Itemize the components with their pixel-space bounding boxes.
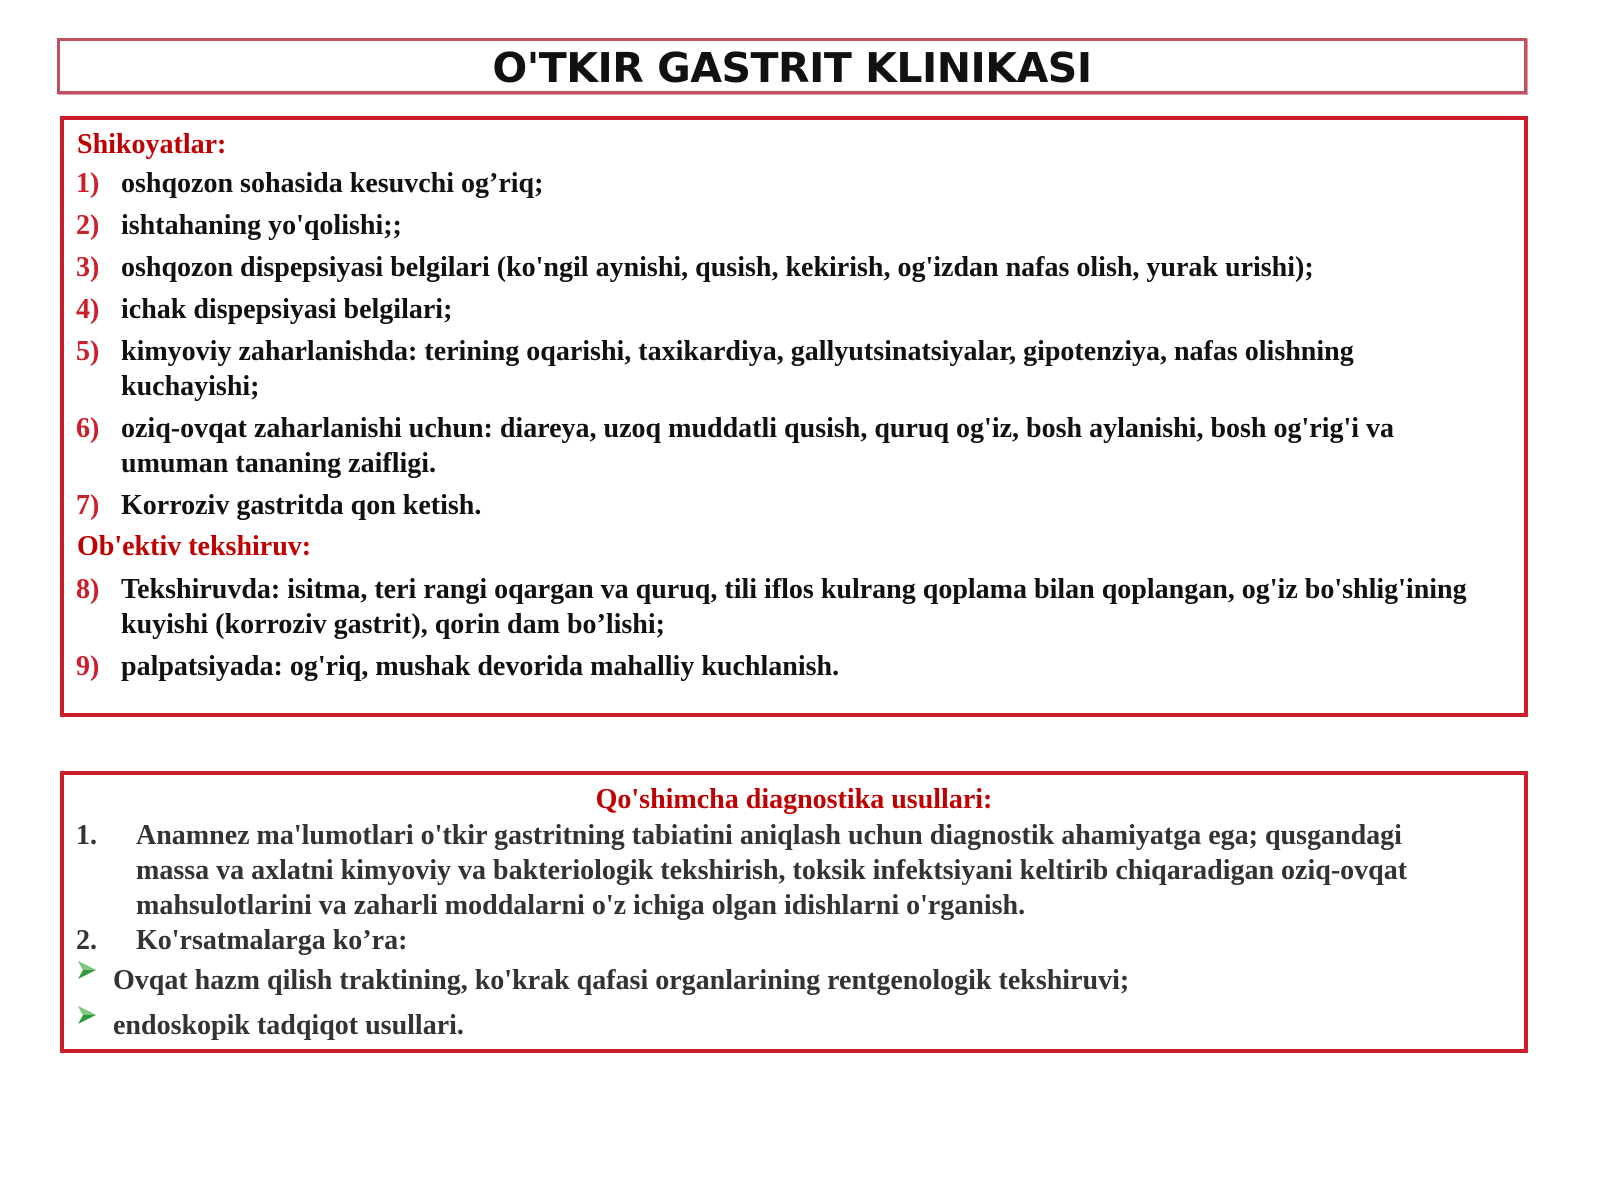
list-item-number: 1) (76, 168, 100, 199)
list-item (76, 166, 1496, 201)
green-arrow-bullet-icon (76, 959, 98, 981)
list-item (76, 818, 1476, 923)
list-item (76, 292, 1496, 327)
list-item-text: oziq-ovqat zaharlanishi uchun: diareya, uzoq muddatli qusish, quruq og'iz, bosh aylanishi, bosh og'rig'i va umuman tananing zaifligi. (121, 413, 1395, 479)
list-item (76, 649, 1496, 684)
list-item-number: 8) (76, 574, 100, 605)
list-item-number: 2) (76, 210, 100, 241)
list-item-text: oshqozon dispepsiyasi belgilari (ko'ngil aynishi, qusish, kekirish, og'izdan nafas olish, yurak urishi); (121, 252, 1314, 283)
list-item (76, 488, 1496, 523)
list-item-text: oshqozon sohasida kesuvchi og’riq; (121, 168, 544, 199)
list-item-text: Ko'rsatmalarga ko’ra: (136, 925, 408, 956)
list-item (76, 250, 1496, 285)
list-item-text: Korroziv gastritda qon ketish. (121, 490, 482, 521)
list-item-number: 1. (76, 820, 97, 851)
list-item-text: ishtahaning yo'qolishi;; (121, 210, 402, 241)
title-box (57, 38, 1527, 94)
bullet-item (76, 1008, 1476, 1043)
list-item-text: ichak dispepsiyasi belgilari; (121, 294, 453, 325)
list-item-text: palpatsiyada: og'riq, mushak devorida mahalliy kuchlanish. (121, 651, 840, 682)
list-item (76, 923, 1476, 958)
list-item-number: 2. (76, 925, 97, 956)
list-item-text: kimyoviy zaharlanishda: terining oqarishi, taxikardiya, gallyutsinatsiyalar, gipotenziya, nafas olishning kuchayishi; (121, 336, 1354, 402)
list-item (76, 208, 1496, 243)
list-item-number: 4) (76, 294, 100, 325)
diagnostics-heading: Qo'shimcha diagnostika usullari: (595, 784, 993, 815)
list-item-text: Tekshiruvda: isitma, teri rangi oqargan va quruq, tili iflos kulrang qoplama bilan qoplangan, og'iz bo'shlig'ining kuyishi (korroziv gastrit), qorin dam bo’lishi; (121, 574, 1467, 640)
objective-exam-heading: Ob'ektiv tekshiruv: (77, 531, 312, 562)
list-item (76, 572, 1496, 642)
complaints-heading: Shikoyatlar: (77, 129, 227, 160)
green-arrow-bullet-icon (76, 1004, 98, 1026)
bullet-text: endoskopik tadqiqot usullari. (113, 1010, 464, 1041)
list-item (76, 411, 1496, 481)
list-item-number: 7) (76, 490, 100, 521)
bullet-text: Ovqat hazm qilish traktining, ko'krak qafasi organlarining rentgenologik tekshiruvi; (113, 965, 1130, 996)
list-item-number: 6) (76, 413, 100, 444)
page-title: O'TKIR GASTRIT KLINIKASI (492, 44, 1092, 92)
list-item-text: Anamnez ma'lumotlari o'tkir gastritning tabiatini aniqlash uchun diagnostik ahamiyatga ega; qusgandagi massa va axlatni kimyoviy va bakteriologik tekshirish, toksik infektsiyani keltirib chiqaradigan oziq-ovqat mahsulotlarini va zaharli moddalarni o'z ichiga olgan idishlarni o'rganish. (136, 820, 1408, 921)
list-item (76, 334, 1496, 404)
list-item-number: 3) (76, 252, 100, 283)
bullet-item (76, 963, 1476, 998)
list-item-number: 9) (76, 651, 100, 682)
list-item-number: 5) (76, 336, 100, 367)
